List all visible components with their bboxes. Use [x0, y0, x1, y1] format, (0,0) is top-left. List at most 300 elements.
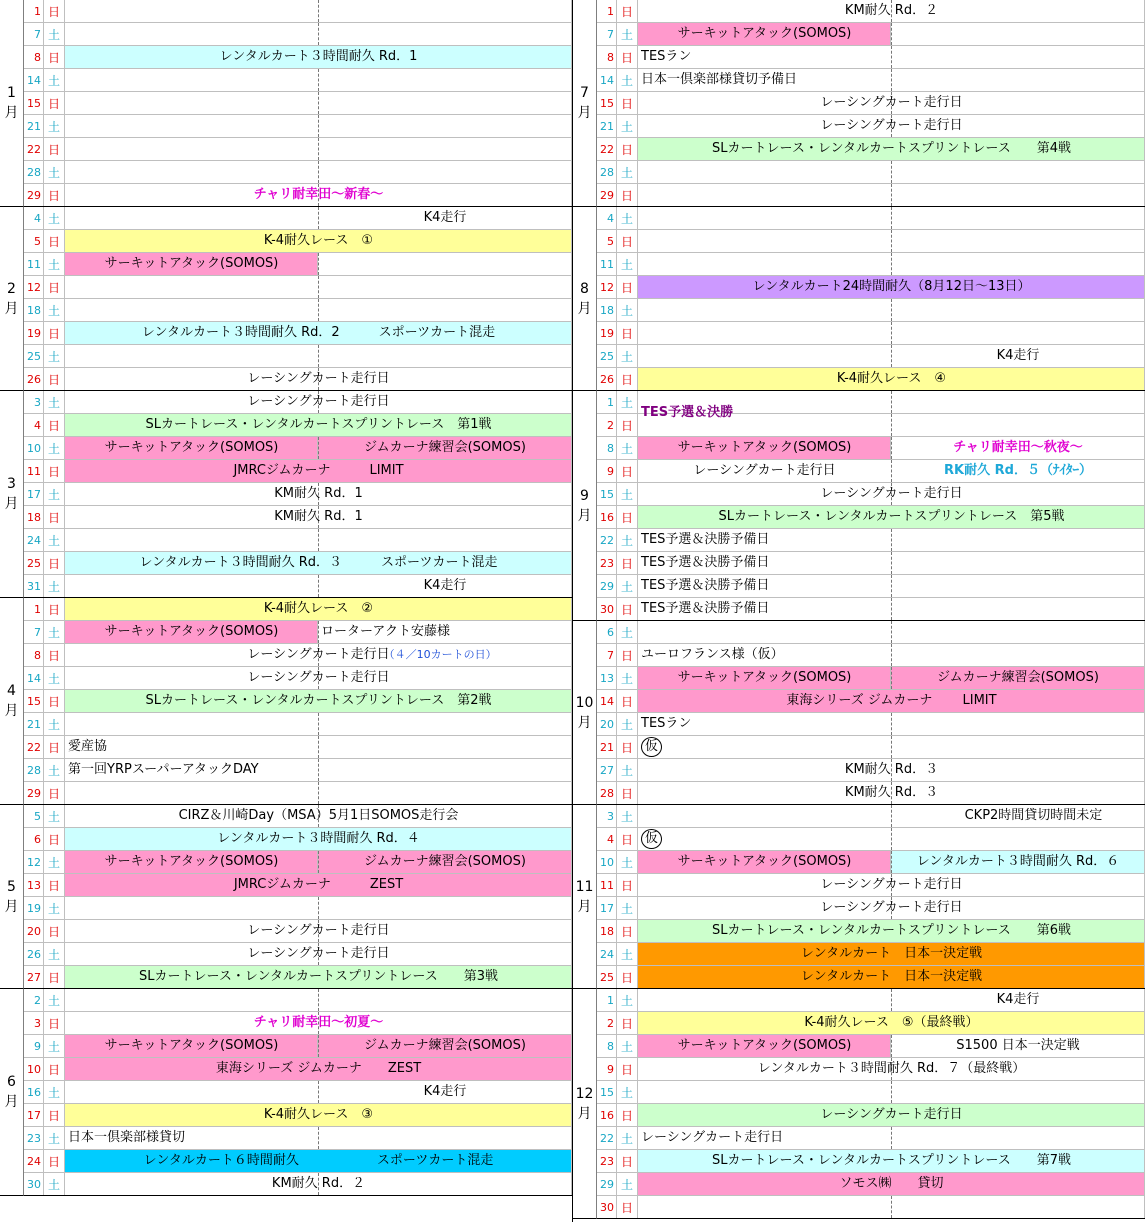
weekday: 土	[44, 161, 65, 184]
split-divider	[318, 207, 319, 229]
day-number: 4	[24, 207, 44, 230]
event-cell[interactable]	[638, 345, 1145, 368]
event-label: レーシングカート走行日	[247, 647, 390, 662]
event-label: K-4耐久レース ⑤（最終戦）	[804, 1015, 979, 1030]
day-number: 15	[597, 92, 617, 115]
split-divider	[891, 207, 892, 229]
day-number: 25	[24, 552, 44, 575]
event-cell[interactable]	[65, 253, 572, 276]
right-calendar-panel	[573, 0, 1145, 1219]
event-label: サーキットアタック(SOMOS)	[104, 1038, 279, 1053]
event-cell[interactable]	[638, 92, 1145, 115]
month-label-part: 2	[7, 280, 16, 297]
event-cell[interactable]	[65, 1104, 572, 1127]
event-cell[interactable]	[65, 575, 572, 598]
weekday: 土	[44, 1127, 65, 1150]
weekday: 土	[617, 391, 638, 414]
day-number: 8	[597, 46, 617, 69]
event-label: サーキットアタック(SOMOS)	[677, 440, 852, 455]
split-divider	[318, 299, 319, 321]
split-divider	[318, 1081, 319, 1103]
event-cell[interactable]	[638, 529, 1145, 552]
event-label: サーキットアタック(SOMOS)	[677, 26, 852, 41]
weekday: 日	[617, 322, 638, 345]
event-label: K4走行	[423, 210, 467, 225]
split-divider	[318, 138, 319, 160]
split-divider	[891, 828, 892, 850]
event-cell[interactable]	[638, 690, 1145, 713]
event-cell[interactable]	[638, 437, 1145, 460]
event-cell[interactable]	[638, 759, 1145, 782]
event-label: KM耐久 Rd．３	[844, 762, 939, 777]
event-cell[interactable]	[638, 1035, 1145, 1058]
event-cell[interactable]	[65, 69, 572, 92]
event-cell[interactable]	[65, 644, 572, 667]
event-cell[interactable]	[638, 161, 1145, 184]
weekday: 日	[617, 0, 638, 23]
event-cell[interactable]	[65, 276, 572, 299]
event-label: レンタルカート 日本一決定戦	[800, 946, 983, 961]
event-cell[interactable]	[65, 920, 572, 943]
day-number: 12	[24, 276, 44, 299]
event-cell[interactable]	[638, 828, 1145, 851]
day-number: 25	[24, 345, 44, 368]
event-label: レンタルカート 日本一決定戦	[800, 969, 983, 984]
split-divider	[318, 92, 319, 114]
weekday: 日	[44, 966, 65, 989]
day-number: 26	[24, 368, 44, 391]
day-number: 29	[597, 575, 617, 598]
split-divider	[891, 805, 892, 827]
event-cell[interactable]	[638, 851, 1145, 874]
event-label: レーシングカート走行日	[641, 1130, 784, 1145]
event-cell[interactable]	[638, 736, 1145, 759]
day-number: 15	[24, 690, 44, 713]
split-divider	[318, 851, 319, 873]
split-divider	[891, 414, 892, 436]
day-number: 22	[597, 529, 617, 552]
weekday: 土	[44, 483, 65, 506]
event-cell[interactable]	[638, 989, 1145, 1012]
month-label-part: 7	[580, 85, 589, 101]
event-label: サーキットアタック(SOMOS)	[104, 440, 279, 455]
day-number: 8	[24, 46, 44, 69]
event-cell[interactable]	[638, 943, 1145, 966]
weekday: 日	[617, 966, 638, 989]
event-cell[interactable]	[638, 782, 1145, 805]
day-number: 7	[24, 621, 44, 644]
event-cell[interactable]	[638, 69, 1145, 92]
event-label: ジムカーナ練習会(SOMOS)	[364, 440, 526, 455]
weekday: 土	[617, 345, 638, 368]
day-number: 28	[24, 161, 44, 184]
day-number: 10	[24, 1058, 44, 1081]
event-cell[interactable]	[65, 1012, 572, 1035]
event-cell[interactable]	[65, 1081, 572, 1104]
event-label: SLカートレース・レンタルカートスプリントレース 第7戦	[712, 1153, 1071, 1168]
event-label: ジムカーナ練習会(SOMOS)	[364, 1038, 526, 1053]
event-cell[interactable]	[65, 874, 572, 897]
event-cell[interactable]	[65, 368, 572, 391]
event-cell[interactable]	[65, 207, 572, 230]
event-cell[interactable]	[638, 368, 1145, 391]
event-cell[interactable]	[65, 138, 572, 161]
event-label: レンタルカート６時間耐久 スポーツカート混走	[143, 1153, 494, 1168]
event-cell[interactable]	[638, 276, 1145, 299]
event-label: K-4耐久レース ②	[263, 601, 374, 616]
day-number: 14	[597, 690, 617, 713]
event-cell[interactable]	[65, 736, 572, 759]
split-divider	[891, 391, 892, 413]
day-number: 9	[597, 460, 617, 483]
event-cell[interactable]	[65, 437, 572, 460]
event-cell[interactable]	[638, 483, 1145, 506]
split-divider	[891, 851, 892, 873]
event-cell[interactable]	[65, 460, 572, 483]
day-number: 22	[597, 1127, 617, 1150]
event-cell[interactable]	[65, 92, 572, 115]
event-cell[interactable]	[638, 552, 1145, 575]
day-number: 7	[597, 644, 617, 667]
event-label: レンタルカート３時間耐久 Rd．７（最終戦）	[757, 1061, 1026, 1076]
weekday: 土	[617, 1127, 638, 1150]
event-cell[interactable]	[638, 207, 1145, 230]
day-number: 13	[24, 874, 44, 897]
event-label: サーキットアタック(SOMOS)	[677, 670, 852, 685]
day-number: 28	[24, 759, 44, 782]
split-divider	[318, 897, 319, 919]
event-label: レーシングカート走行日	[820, 1107, 963, 1122]
month-label-part: 10	[575, 694, 594, 711]
day-number: 7	[24, 23, 44, 46]
event-cell[interactable]	[638, 414, 1145, 437]
weekday: 日	[617, 506, 638, 529]
month-label-part: 8	[580, 280, 589, 297]
split-divider	[318, 0, 319, 22]
day-number: 3	[24, 1012, 44, 1035]
event-label: CKP2時間貸切時間未定	[964, 808, 1103, 823]
event-cell[interactable]	[638, 0, 1145, 23]
event-label: 第一回YRPスーパーアタックDAY	[68, 762, 259, 777]
event-cell[interactable]	[65, 230, 572, 253]
day-number: 29	[24, 184, 44, 207]
weekday: 土	[44, 299, 65, 322]
event-cell[interactable]	[65, 828, 572, 851]
weekday: 日	[617, 644, 638, 667]
day-number: 27	[597, 759, 617, 782]
weekday: 土	[44, 115, 65, 138]
day-number: 29	[597, 184, 617, 207]
event-label: ジムカーナ練習会(SOMOS)	[937, 670, 1099, 685]
weekday: 日	[44, 276, 65, 299]
weekday: 日	[44, 736, 65, 759]
event-cell[interactable]	[65, 1173, 572, 1196]
month-label	[573, 805, 597, 989]
day-number: 1	[597, 391, 617, 414]
day-number: 12	[597, 276, 617, 299]
event-label: レンタルカート３時間耐久 Rd．３ スポーツカート混走	[139, 555, 498, 570]
event-cell[interactable]	[65, 391, 572, 414]
event-cell[interactable]	[638, 575, 1145, 598]
weekday: 日	[617, 828, 638, 851]
day-number: 1	[24, 0, 44, 23]
split-divider	[318, 759, 319, 781]
event-cell[interactable]	[65, 46, 572, 69]
split-divider	[891, 322, 892, 344]
event-cell[interactable]	[638, 598, 1145, 621]
day-number: 5	[24, 805, 44, 828]
day-number: 4	[24, 414, 44, 437]
weekday: 土	[617, 989, 638, 1012]
weekday: 日	[617, 414, 638, 437]
day-number: 25	[597, 345, 617, 368]
month-label	[573, 207, 597, 391]
event-cell[interactable]	[65, 690, 572, 713]
day-number: 15	[597, 483, 617, 506]
event-cell[interactable]	[65, 1150, 572, 1173]
day-number: 2	[24, 989, 44, 1012]
event-cell[interactable]	[638, 184, 1145, 207]
event-label: （４／10カートの日）	[383, 648, 497, 661]
month-label-part: 月	[577, 1105, 592, 1122]
weekday: 日	[617, 368, 638, 391]
event-cell[interactable]	[65, 782, 572, 805]
weekday: 土	[44, 69, 65, 92]
weekday: 土	[617, 759, 638, 782]
weekday: 日	[44, 414, 65, 437]
weekday: 日	[617, 690, 638, 713]
month-label-part: 月	[4, 1094, 19, 1110]
event-label: TESラン	[641, 716, 692, 731]
event-cell[interactable]	[638, 322, 1145, 345]
event-cell[interactable]	[65, 667, 572, 690]
event-cell[interactable]	[638, 1012, 1145, 1035]
split-divider	[318, 782, 319, 804]
day-number: 16	[24, 1081, 44, 1104]
weekday: 日	[44, 782, 65, 805]
event-cell[interactable]	[638, 874, 1145, 897]
event-cell[interactable]	[65, 322, 572, 345]
event-cell[interactable]	[65, 0, 572, 23]
event-cell[interactable]	[638, 1173, 1145, 1196]
event-cell[interactable]	[65, 345, 572, 368]
month-label-part: 月	[4, 300, 19, 317]
month-label-part: 月	[4, 898, 19, 915]
event-cell[interactable]	[65, 161, 572, 184]
event-cell[interactable]	[638, 667, 1145, 690]
weekday: 日	[44, 46, 65, 69]
event-label: レーシングカート走行日	[693, 463, 836, 478]
event-cell[interactable]	[638, 230, 1145, 253]
event-label: サーキットアタック(SOMOS)	[677, 1038, 852, 1053]
event-cell[interactable]	[65, 184, 572, 207]
day-number: 12	[24, 851, 44, 874]
event-cell[interactable]	[65, 1127, 572, 1150]
event-label: 東海シリーズ ジムカーナ LIMIT	[786, 693, 997, 708]
event-label: SLカートレース・レンタルカートスプリントレース 第6戦	[712, 923, 1071, 938]
month-label-part: 月	[577, 898, 592, 915]
event-label: レーシングカート走行日	[820, 118, 963, 133]
event-cell[interactable]	[638, 46, 1145, 69]
day-number: 30	[597, 598, 617, 621]
day-number: 23	[597, 552, 617, 575]
day-number: 17	[597, 897, 617, 920]
weekday: 土	[44, 851, 65, 874]
month-label-part: 月	[4, 703, 19, 719]
split-divider	[891, 989, 892, 1011]
month-label	[573, 391, 597, 621]
event-label: チャリ耐幸田～秋夜～	[953, 440, 1083, 455]
day-number: 4	[597, 828, 617, 851]
split-divider	[891, 713, 892, 735]
day-number: 15	[597, 1081, 617, 1104]
weekday: 日	[44, 1058, 65, 1081]
event-cell[interactable]	[65, 299, 572, 322]
event-cell[interactable]	[65, 115, 572, 138]
day-number: 11	[597, 874, 617, 897]
event-cell[interactable]	[65, 805, 572, 828]
day-number: 21	[24, 713, 44, 736]
event-cell[interactable]	[638, 897, 1145, 920]
event-cell[interactable]	[638, 299, 1145, 322]
weekday: 日	[44, 1012, 65, 1035]
day-number: 30	[24, 1173, 44, 1196]
event-cell[interactable]	[65, 1058, 572, 1081]
event-cell[interactable]	[65, 1035, 572, 1058]
event-label: KM耐久 Rd．２	[271, 1176, 366, 1191]
split-divider	[891, 644, 892, 666]
event-label: KM耐久 Rd．２	[844, 3, 939, 18]
event-cell[interactable]	[638, 966, 1145, 989]
day-number: 22	[24, 138, 44, 161]
event-cell[interactable]	[65, 851, 572, 874]
event-cell[interactable]	[65, 713, 572, 736]
day-number: 21	[597, 736, 617, 759]
weekday: 土	[617, 161, 638, 184]
event-cell[interactable]	[638, 253, 1145, 276]
month-label-part: 月	[4, 105, 19, 121]
event-cell[interactable]	[65, 598, 572, 621]
split-divider	[318, 529, 319, 551]
day-number: 7	[597, 23, 617, 46]
weekday: 土	[44, 529, 65, 552]
event-label: サーキットアタック(SOMOS)	[104, 854, 279, 869]
month-label-part: 12	[575, 1085, 594, 1102]
weekday: 日	[617, 184, 638, 207]
event-cell[interactable]	[638, 621, 1145, 644]
month-label-part: 月	[577, 105, 592, 121]
event-cell[interactable]	[638, 1081, 1145, 1104]
event-cell[interactable]	[65, 759, 572, 782]
event-label: レーシングカート走行日	[247, 371, 390, 386]
split-divider	[318, 345, 319, 367]
weekday: 土	[617, 115, 638, 138]
event-cell[interactable]	[638, 713, 1145, 736]
split-divider	[891, 1035, 892, 1057]
weekday: 日	[44, 1104, 65, 1127]
day-number: 11	[24, 460, 44, 483]
split-divider	[318, 736, 319, 758]
weekday: 土	[617, 1081, 638, 1104]
event-cell[interactable]	[638, 805, 1145, 828]
weekday: 土	[44, 575, 65, 598]
event-label: 東海シリーズ ジムカーナ ZEST	[215, 1061, 422, 1076]
event-label: SLカートレース・レンタルカートスプリントレース 第5戦	[718, 509, 1065, 524]
day-number: 14	[597, 69, 617, 92]
day-number: 5	[597, 230, 617, 253]
event-label: TES予選＆決勝予備日	[641, 555, 770, 570]
event-cell[interactable]	[65, 621, 572, 644]
month-label	[573, 0, 597, 207]
weekday: 土	[617, 299, 638, 322]
split-divider	[891, 460, 892, 482]
event-cell[interactable]	[638, 1196, 1145, 1219]
weekday: 日	[617, 276, 638, 299]
weekday: 土	[617, 1035, 638, 1058]
weekday: 土	[44, 805, 65, 828]
event-label: RK耐久 Rd．５（ﾅｲﾀｰ）	[944, 463, 1092, 478]
event-label: レンタルカート３時間耐久 Rd．1	[219, 49, 418, 64]
event-cell[interactable]	[638, 644, 1145, 667]
event-label: SLカートレース・レンタルカートスプリントレース 第3戦	[139, 969, 498, 984]
event-cell[interactable]	[638, 1058, 1145, 1081]
event-cell[interactable]	[638, 138, 1145, 161]
event-label: レーシングカート走行日	[247, 670, 390, 685]
weekday: 日	[44, 322, 65, 345]
event-cell[interactable]	[65, 506, 572, 529]
event-label: K-4耐久レース ③	[263, 1107, 374, 1122]
event-cell[interactable]	[638, 23, 1145, 46]
event-cell[interactable]	[638, 391, 1145, 420]
event-cell[interactable]	[638, 920, 1145, 943]
month-label	[0, 598, 24, 805]
event-cell[interactable]	[638, 1127, 1145, 1150]
day-number: 18	[597, 920, 617, 943]
event-cell[interactable]	[65, 552, 572, 575]
event-cell[interactable]	[65, 483, 572, 506]
event-label: ジムカーナ練習会(SOMOS)	[364, 854, 526, 869]
weekday: 日	[617, 552, 638, 575]
day-number: 26	[24, 943, 44, 966]
event-cell[interactable]	[65, 989, 572, 1012]
weekday: 土	[44, 391, 65, 414]
split-divider	[318, 253, 319, 275]
day-number: 2	[597, 414, 617, 437]
event-cell[interactable]	[65, 23, 572, 46]
split-divider	[891, 552, 892, 574]
split-divider	[891, 667, 892, 689]
event-label: チャリ耐幸田～新春～	[253, 187, 384, 202]
event-cell[interactable]	[65, 529, 572, 552]
event-cell[interactable]	[638, 1150, 1145, 1173]
event-cell[interactable]	[65, 943, 572, 966]
weekday: 土	[617, 667, 638, 690]
event-cell[interactable]	[65, 966, 572, 989]
event-cell[interactable]	[638, 506, 1145, 529]
weekday: 土	[617, 437, 638, 460]
day-number: 28	[597, 782, 617, 805]
event-cell[interactable]	[638, 1104, 1145, 1127]
weekday: 日	[617, 598, 638, 621]
split-divider	[891, 1127, 892, 1149]
event-cell[interactable]	[65, 414, 572, 437]
day-number: 18	[24, 506, 44, 529]
event-cell[interactable]	[638, 115, 1145, 138]
event-cell[interactable]	[638, 460, 1145, 483]
event-cell[interactable]	[65, 897, 572, 920]
day-number: 13	[597, 667, 617, 690]
day-number: 1	[24, 598, 44, 621]
